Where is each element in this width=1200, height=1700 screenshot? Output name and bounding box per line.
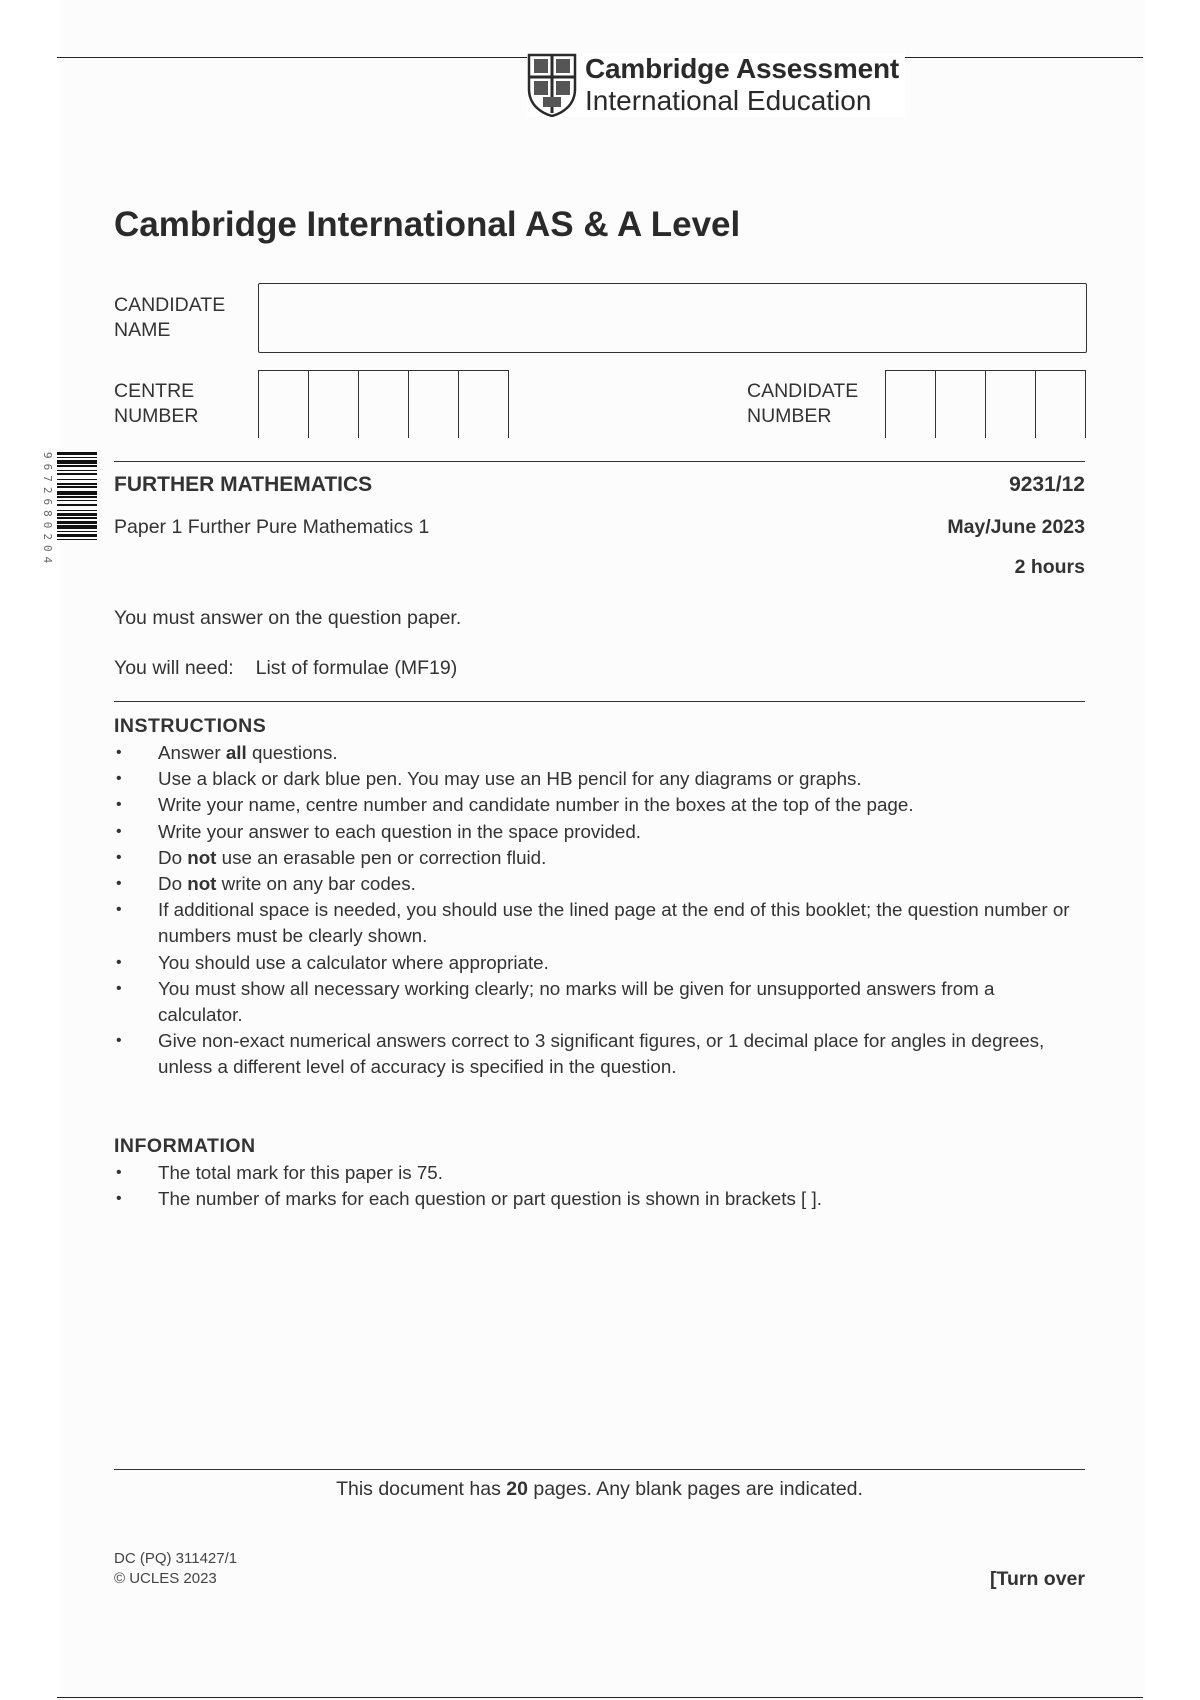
cambridge-crest-icon: [527, 53, 577, 117]
copyright: © UCLES 2023: [114, 1570, 217, 1587]
candidate-number-label: CANDIDATE NUMBER: [747, 380, 859, 427]
page-count-note: This document has 20 pages. Any blank pages are indicated.: [336, 1478, 863, 1500]
instruction-item: • Give non-exact numerical answers correct to 3 significant figures, or 1 decimal place for angles in degrees, unless a different level of accuracy is specified in the question.: [114, 1028, 1074, 1080]
header-divider: [114, 461, 1085, 462]
instructions-divider: [114, 701, 1085, 702]
exam-session: May/June 2023: [947, 516, 1085, 538]
paper-code: 9231/12: [1009, 473, 1085, 496]
candidate-number-boxes[interactable]: [885, 370, 1086, 438]
candidate-digit-box[interactable]: [986, 370, 1036, 438]
bottom-rule: [57, 1697, 1143, 1698]
candidate-name-box[interactable]: [258, 283, 1087, 353]
centre-digit-box[interactable]: [359, 370, 409, 438]
barcode-bar: [57, 540, 97, 542]
footer-divider: [114, 1469, 1085, 1470]
centre-number-boxes[interactable]: [258, 370, 509, 438]
instruction-item: • Answer all questions.: [114, 740, 1074, 766]
instructions-heading: INSTRUCTIONS: [114, 715, 267, 737]
information-list: [114, 1160, 1074, 1212]
information-heading: INFORMATION: [114, 1135, 256, 1157]
barcode-digits: 9672680204: [41, 452, 54, 569]
centre-digit-box[interactable]: [309, 370, 359, 438]
paper-title: Paper 1 Further Pure Mathematics 1: [114, 516, 430, 538]
centre-digit-box[interactable]: [259, 370, 309, 438]
information-item: • The number of marks for each question or part question is shown in brackets [ ].: [114, 1186, 1074, 1212]
information-item: • The total mark for this paper is 75.: [114, 1160, 1074, 1186]
materials-needed: You will need: List of formulae (MF19): [114, 657, 458, 679]
document-reference: DC (PQ) 311427/1: [114, 1550, 238, 1567]
logo-line-2: International Education: [585, 85, 872, 116]
instructions-list: [114, 740, 1074, 1081]
instruction-item: • Use a black or dark blue pen. You may use an HB pencil for any diagrams or graphs.: [114, 766, 1074, 792]
instruction-item: • You must show all necessary working clearly; no marks will be given for unsupported answers from a calculator.: [114, 976, 1074, 1028]
centre-digit-box[interactable]: [409, 370, 459, 438]
candidate-digit-box[interactable]: [886, 370, 936, 438]
subject-title: FURTHER MATHEMATICS: [114, 473, 373, 496]
instruction-item: • Do not use an erasable pen or correction fluid.: [114, 845, 1074, 871]
answer-note: You must answer on the question paper.: [114, 607, 462, 629]
cambridge-logo: [527, 53, 905, 117]
exam-duration: 2 hours: [1014, 556, 1085, 578]
instruction-item: • You should use a calculator where appropriate.: [114, 950, 1074, 976]
qualification-title: Cambridge International AS & A Level: [114, 205, 741, 244]
instruction-item: • Write your answer to each question in the space provided.: [114, 819, 1074, 845]
instruction-item: • Write your name, centre number and candidate number in the boxes at the top of the page.: [114, 792, 1074, 818]
logo-line-1: Cambridge Assessment: [585, 53, 899, 84]
instruction-item: • If additional space is needed, you should use the lined page at the end of this booklet; the question number or numbers must be clearly shown.: [114, 897, 1074, 949]
centre-number-label: CENTRE NUMBER: [114, 380, 199, 427]
candidate-name-label: CANDIDATE NAME: [114, 294, 226, 341]
centre-digit-box[interactable]: [459, 370, 509, 438]
turn-over-label: [Turn over: [990, 1568, 1085, 1590]
barcode: [57, 452, 97, 680]
candidate-digit-box[interactable]: [1036, 370, 1086, 438]
candidate-digit-box[interactable]: [936, 370, 986, 438]
instruction-item: • Do not write on any bar codes.: [114, 871, 1074, 897]
